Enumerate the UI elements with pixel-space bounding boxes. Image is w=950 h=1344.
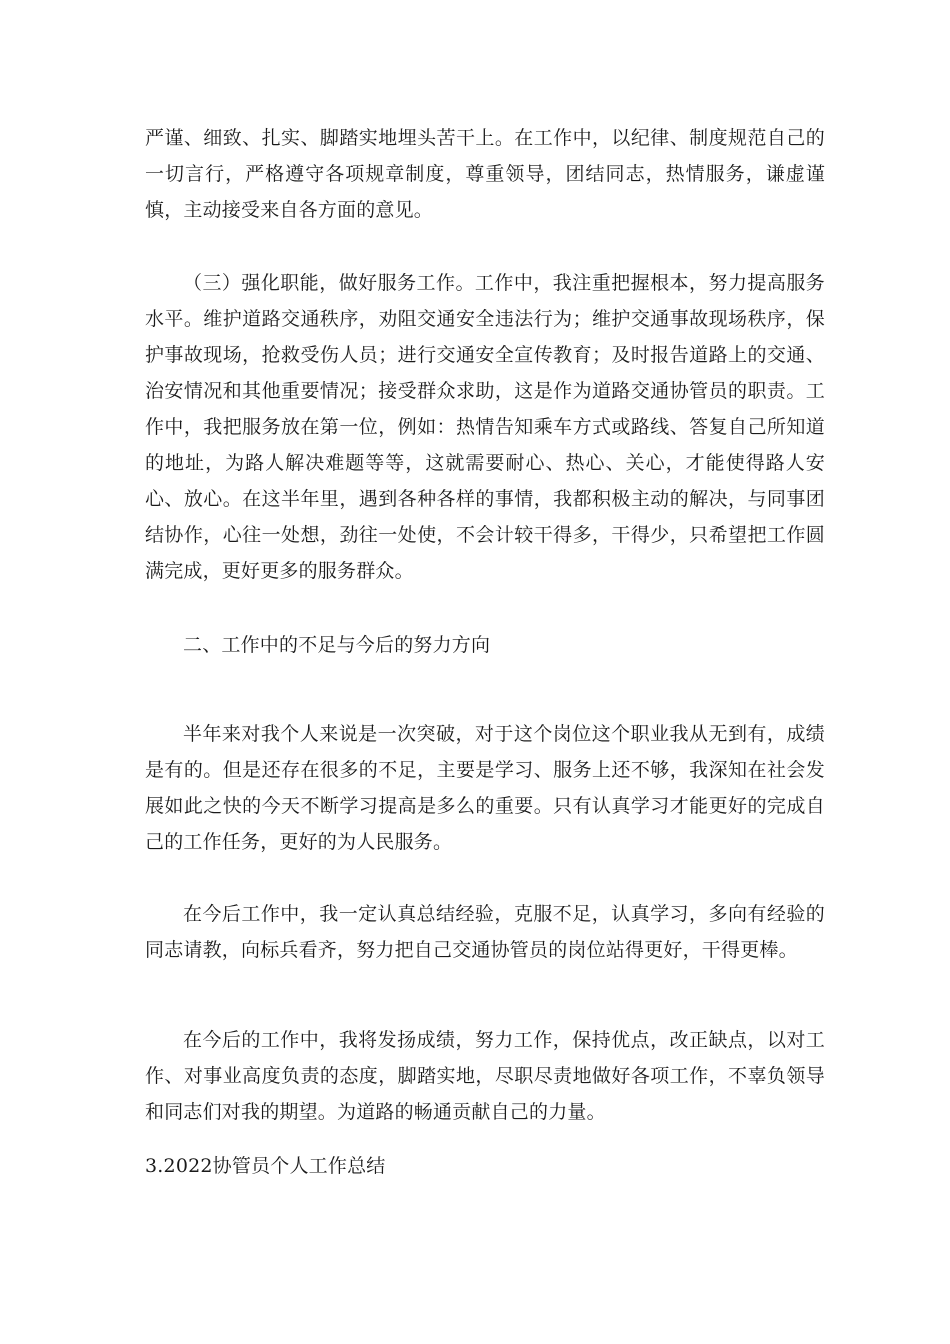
paragraph-service-duties: （三）强化职能，做好服务工作。工作中，我注重把握根本，努力提高服务水平。维护道路交通秩序，劝阻交通安全违法行为；维护交通事故现场秩序，保护事故现场，抢救受伤人员；进行交通安全宣传教育；及时报告道路上的交通、治安情况和其他重要情况；接受群众求助，这是作为道路交通协管员的职责。工作中，我把服务放在第一位，例如：热情告知乘车方式或路线、答复自己所知道的地址，为路人解决难题等等，这就需要耐心、热心、关心，才能使得路人安心、放心。在这半年里，遇到各种各样的事情，我都积极主动的解决，与同事团结协作，心往一处想，劲往一处使，不会计较干得多，干得少，只希望把工作圆满完成，更好更多的服务群众。 (145, 272, 825, 582)
section-heading-shortcomings: 二、工作中的不足与今后的努力方向 (183, 634, 491, 656)
paragraph-future-learning: 在今后工作中，我一定认真总结经验，克服不足，认真学习，多向有经验的同志请教，向标兵看齐，努力把自己交通协管员的岗位站得更好，干得更棒。 (145, 903, 825, 961)
paragraph-work-attitude: 严谨、细致、扎实、脚踏实地埋头苦干上。在工作中，以纪律、制度规范自己的一切言行，严格遵守各项规章制度，尊重领导，团结同志，热情服务，谦虚谨慎，主动接受来自各方面的意见。 (145, 127, 825, 221)
paragraph-future-commitment: 在今后的工作中，我将发扬成绩，努力工作，保持优点，改正缺点，以对工作、对事业高度负责的态度，脚踏实地，尽职尽责地做好各项工作，不辜负领导和同志们对我的期望。为道路的畅通贡献自己的力量。 (145, 1029, 825, 1123)
paragraph-half-year-review: 半年来对我个人来说是一次突破，对于这个岗位这个职业我从无到有，成绩是有的。但是还存在很多的不足，主要是学习、服务上还不够，我深知在社会发展如此之快的今天不断学习提高是多么的重要。只有认真学习才能更好的完成自己的工作任务，更好的为人民服务。 (145, 723, 825, 853)
document-section-title: 3.2022协管员个人工作总结 (145, 1155, 386, 1177)
